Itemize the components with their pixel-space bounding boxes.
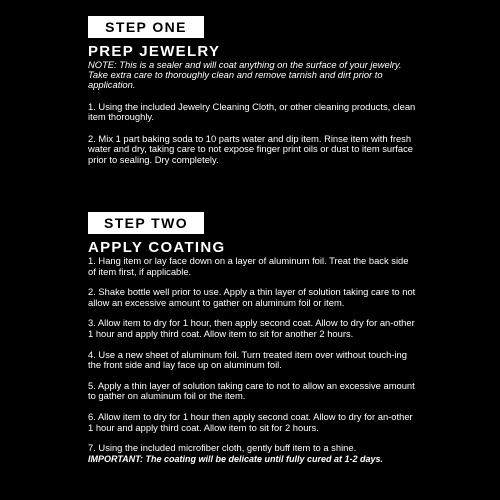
step-two-item-6: 6. Allow item to dry for 1 hour then apply second coat. Allow to dry for an-other 1 hour and apply third coat. Allow item to sit for 2 hours. [88,410,413,433]
step-one-heading: PREP JEWELRY [88,43,221,60]
step-one-item-1: 1. Using the included Jewelry Cleaning Cloth, or other cleaning products, clean item thoroughly. [88,100,416,123]
step-one-banner: STEP ONE [88,16,204,38]
step-two-section [88,212,418,464]
step-two-item-7: 7. Using the included microfiber cloth, gently buff item to a shine. [88,442,357,454]
step-one-item-2: 2. Mix 1 part baking soda to 10 parts water and dip item. Rinse item with fresh water and dry, taking care to not expose finger print oils or dust to item surface prior to sealing. Dry completely. [88,132,413,165]
step-two-banner: STEP TWO [88,212,204,234]
step-two-item-1: 1. Hang item or lay face down on a layer of aluminum foil. Treat the back side of item first, if applicable. [88,255,409,277]
step-two-item-3: 3. Allow item to dry for 1 hour, then apply second coat. Allow to dry for an-other 1 hour and apply third coat. Allow item to sit for another 2 hours. [88,317,415,339]
step-one-note: NOTE: This is a sealer and will coat anything on the surface of your jewelry. Take extra care to thoroughly clean and remove tarnish and dirt prior to application. [88,59,402,91]
important-note: IMPORTANT: The coating will be delicate until fully cured at 1-2 days. [88,453,384,464]
step-two-item-2: 2. Shake bottle well prior to use. Apply a thin layer of solution taking care to not allow an excessive amount to gather on aluminum foil or item. [88,286,416,308]
step-two-item-4: 4. Use a new sheet of aluminum foil. Turn treated item over without touch-ing the front side and lay face up on aluminum foil. [88,348,407,371]
step-two-item-5: 5. Apply a thin layer of solution taking care to not to allow an excessive amount to gather on aluminum foil or the item. [88,379,415,402]
step-two-heading: APPLY COATING [88,239,226,256]
step-one-section [88,16,418,166]
